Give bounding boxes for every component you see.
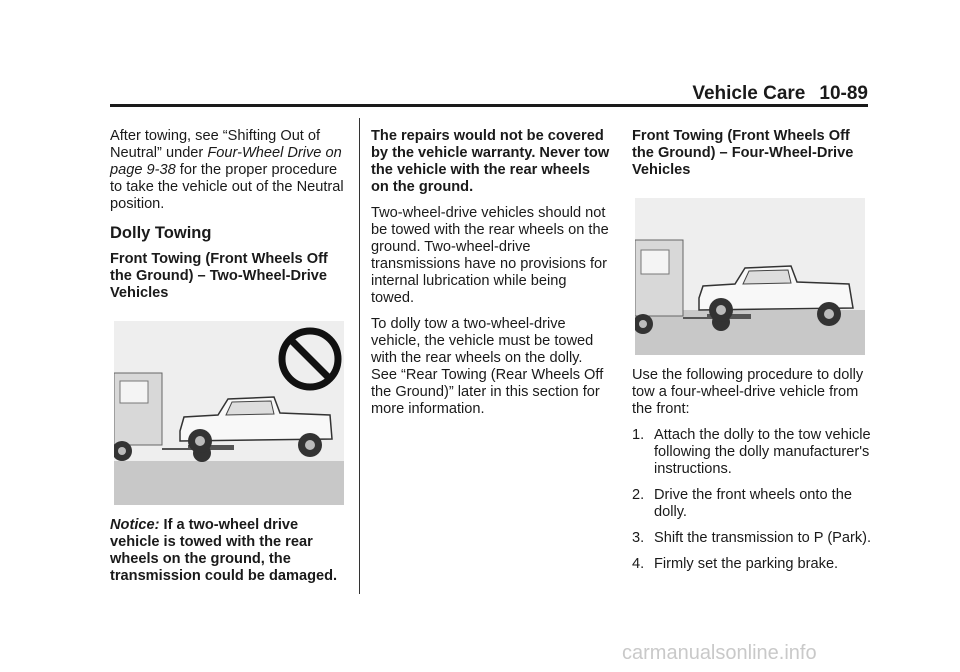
list-item — [632, 530, 872, 547]
list-item — [632, 487, 872, 521]
four-wheel-drive-towing-figure — [635, 198, 865, 355]
dolly-towing-heading: Dolly Towing — [110, 224, 212, 242]
notice-paragraph — [110, 517, 350, 585]
step-text: Shift the transmission to P (Park). — [654, 530, 872, 546]
step-number: 3. — [632, 530, 645, 546]
column-2 — [371, 128, 611, 427]
procedure-steps — [632, 427, 872, 573]
notice-label: Notice: — [110, 517, 160, 533]
four-wheel-drive-subheading: Front Towing (Front Wheels Off the Ground) – Four-Wheel-Drive Vehicles — [632, 128, 854, 178]
intro-text: After towing, see “Shifting Out of Neutral” under — [110, 128, 321, 161]
ground — [114, 461, 344, 505]
step-text: Drive the front wheels onto the dolly. — [654, 487, 852, 520]
list-item — [632, 427, 872, 478]
intro-paragraph — [110, 128, 350, 213]
page-reference-link[interactable]: Four-Wheel Drive on page 9-38 — [110, 145, 342, 178]
step-number: 2. — [632, 487, 645, 503]
procedure-intro: Use the following procedure to dolly tow a four-wheel-drive vehicle from the front: — [632, 367, 864, 417]
warranty-warning: The repairs would not be covered by the vehicle warranty. Never tow the vehicle with the rear wheels on the ground. — [371, 128, 610, 195]
page-number: 10-89 — [819, 83, 868, 104]
column-divider — [359, 118, 360, 594]
section-title: Vehicle Care — [692, 83, 806, 104]
two-wheel-drive-subheading: Front Towing (Front Wheels Off the Ground) – Two-Wheel-Drive Vehicles — [110, 251, 328, 301]
page-header — [668, 83, 868, 105]
step-number: 4. — [632, 556, 645, 572]
step-text: Firmly set the parking brake. — [654, 556, 839, 572]
watermark: carmanualsonline.info — [622, 642, 817, 664]
header-rule — [110, 104, 868, 107]
column-1 — [110, 128, 350, 594]
step-number: 1. — [632, 427, 645, 443]
dolly-tow-paragraph: To dolly tow a two-wheel-drive vehicle, the vehicle must be towed with the rear wheels on the dolly. See “Rear Towing (Rear Wheels Off the Ground)” later in this section for more information. — [371, 316, 604, 417]
two-wheel-drive-towing-figure — [114, 321, 344, 505]
two-wheel-drive-paragraph: Two-wheel-drive vehicles should not be towed with the rear wheels on the ground. Two-wheel-drive transmissions have no provisions for internal lubrication while being towed. — [371, 205, 609, 306]
intro-text-end: for the proper procedure to take the vehicle out of the Neutral position. — [110, 162, 344, 212]
notice-text: If a two-wheel drive vehicle is towed with the rear wheels on the ground, the transmission could be damaged. — [110, 517, 338, 584]
list-item — [632, 556, 872, 573]
step-text: Attach the dolly to the tow vehicle following the dolly manufacturer's instructions. — [654, 427, 871, 477]
column-3 — [632, 128, 872, 582]
